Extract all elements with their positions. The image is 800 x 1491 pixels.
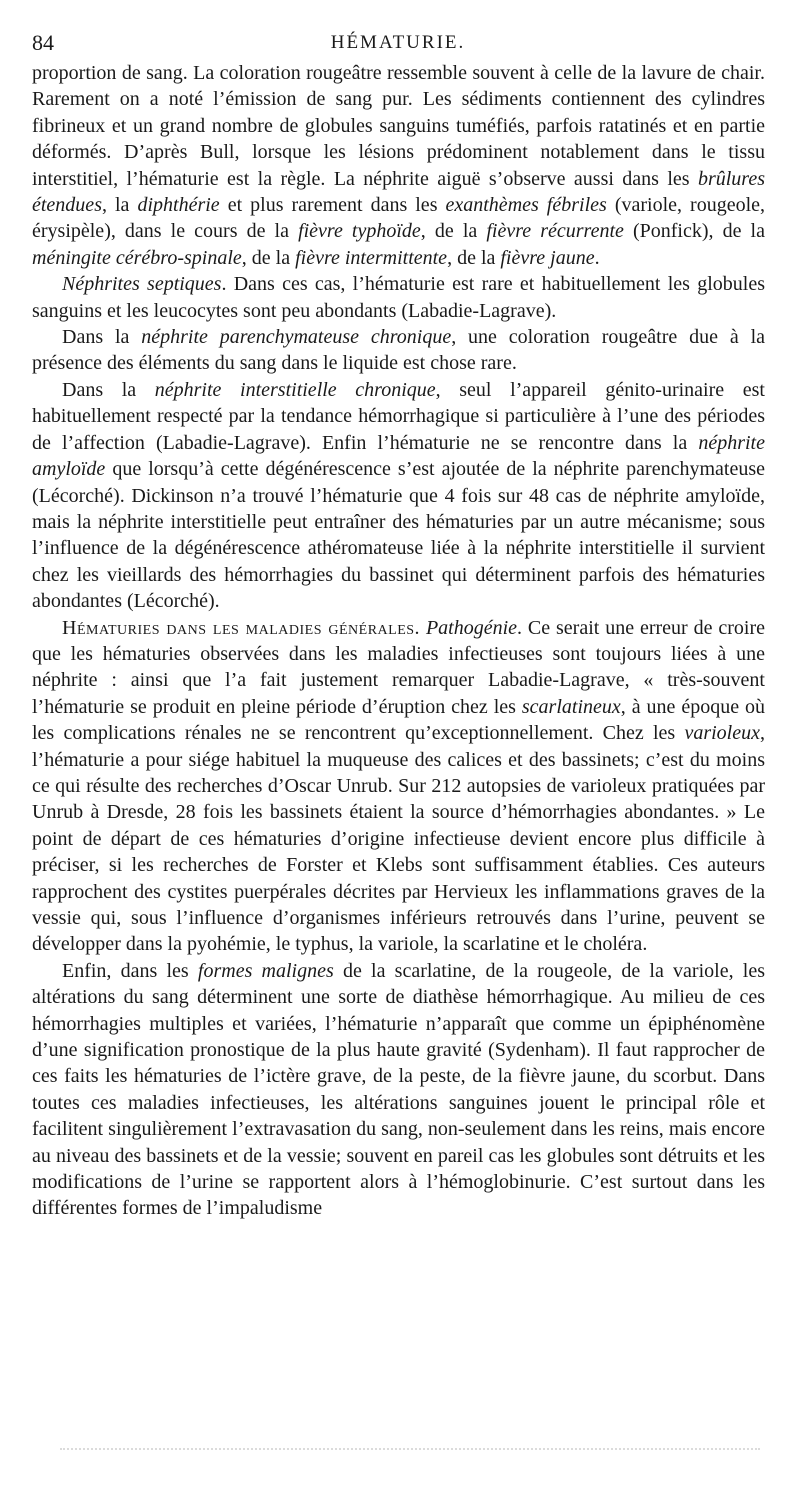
italic-run: scarlatineux: [521, 695, 621, 718]
italic-run: brûlures étendues: [32, 167, 765, 217]
text-run: et plus rarement dans les: [219, 194, 446, 217]
text-run: , de la: [447, 246, 501, 269]
italic-run: Pathogénie: [425, 616, 518, 639]
text-run: . Ce serait une erreur de croire que les hématuries observées dans les maladies infectieuses sont toujours liées à une néphrite : ainsi que l’a fait justement remarquer Labadie-Lagrave, « très-souvent l’hématurie se produit en pleine période d’éruption chez les: [32, 616, 765, 718]
text-run: , de la: [420, 220, 487, 243]
paragraph: [32, 271, 765, 324]
text-run: , l’hématurie a pour siége habituel la muqueuse des calices et des bassinets; c’est du moins ce qui résulte des recherches d’Oscar Unrub. Sur 212 autopsies de varioleux pratiquées par Unrub à Dresde, 28 fois les bassinets étaient la source d’hémorrhagies abondantes. » Le point de départ de ces hématuries d’origine infectieuse devient encore plus difficile à préciser, si les recherches de Forster et Klebs sont suffisamment établies. Ces auteurs rapprochent des cystites puerpérales décrites par Hervieux les inflammations graves de la vessie qui, sous l’influence d’organismes inférieurs retrouvés dans l’urine, peuvent se développer dans la pyohémie, le typhus, la variole, la scarlatine et le choléra.: [32, 722, 765, 956]
italic-run: fièvre intermittente: [295, 246, 448, 269]
bleed-through-line: [60, 1448, 760, 1452]
text-run: (variole, rougeole, érysipèle), dans le cours de la: [32, 194, 766, 243]
italic-run: néphrite parenchymateuse chronique: [141, 326, 452, 349]
italic-run: exanthèmes fébriles: [445, 194, 607, 217]
text-run: de la scarlatine, de la rougeole, de la variole, les altérations du sang déterminent une sorte de diathèse hémorrhagique. Au milieu de ces hémorrhagies multiples et variées, l’hématurie n’apparaît que comme un épiphénomène d’une signification pronostique de la plus haute gravité (Sydenham). Il faut rapprocher de ces faits les hématuries de l’ictère grave, de la peste, de la fièvre jaune, du scorbut. Dans toutes ces maladies infectieuses, les altérations sanguines jouent le principal rôle et facilitent singulièrement l’extravasation du sang, non-seulement dans les reins, mais encore au niveau des bassinets et de la vessie; souvent en pareil cas les globules sont détruits et les modifications de l’urine se rapportent alors à l’hémoglobinurie. C’est surtout dans les différentes formes de l’impaludisme: [32, 959, 765, 1220]
text-run: , à une époque où les complications rénales ne se rencontrent qu’exceptionnellement. Chez les: [32, 695, 766, 745]
running-head: HÉMATURIE.: [330, 32, 466, 53]
text-run: que lorsqu’à cette dégénérescence s’est ajoutée de la néphrite parenchymateuse (Lécorché). Dickinson n’a trouvé l’hématurie que 4 fois sur 48 cas de néphrite amyloïde, mais la néphrite interstitielle peut entraîner des hématuries par un autre mécanisme; sous l’influence de la dégénérescence athéromateuse liée à la néphrite interstitielle il survient chez les vieillards des hémorrhagies du bassinet qui déterminent parfois des hématuries abondantes (Lécorché).: [32, 458, 765, 613]
text-run: Enfin, dans les: [62, 959, 198, 982]
text-run: , seul l’appareil génito-urinaire est habituellement respecté par la tendance hémorrhagique si particulière à l’une des périodes de l’affection (Labadie-Lagrave). Enfin l’hématurie ne se rencontre dans la: [32, 378, 765, 454]
text-run: , la: [101, 194, 138, 217]
text-run: Dans la: [62, 326, 142, 349]
text-run: , de la: [241, 246, 296, 269]
italic-run: néphrite interstitielle chronique: [154, 378, 436, 401]
text-run: , une coloration rougeâtre due à la présence des éléments du sang dans le liquide est chose rare.: [32, 326, 766, 375]
paragraph: [32, 615, 765, 958]
paragraph: [32, 60, 765, 271]
section-heading: Hématuries dans les maladies générales.: [62, 616, 421, 639]
italic-run: Néphrites septiques: [62, 273, 222, 296]
page-number: 84: [32, 30, 54, 55]
italic-run: méningite cérébro-spinale: [32, 246, 242, 269]
text-run: (Ponfick), de la: [623, 220, 765, 243]
text-run: proportion de sang. La coloration rougeâtre ressemble souvent à celle de la lavure de chair. Rarement on a noté l’émission de sang pur. Les sédiments contiennent des cylindres fibrineux et un grand nombre de globules sanguins tuméfiés, parfois ratatinés et en partie déformés. D’après Bull, lorsque les lésions prédominent notablement dans le tissu interstitiel, l’hématurie est la règle. La néphrite aiguë s’observe aussi dans les: [32, 62, 765, 190]
italic-run: diphthérie: [137, 194, 220, 217]
text-run: .: [594, 246, 600, 269]
paragraph: [32, 324, 765, 377]
italic-run: fièvre récurrente: [486, 220, 624, 243]
italic-run: néphrite amyloïde: [32, 431, 765, 481]
page-header: [32, 30, 764, 58]
body-text: [32, 60, 765, 1222]
text-run: . Dans ces cas, l’hématurie est rare et habituellement les globules sanguins et les leucocytes sont peu abondants (Labadie-Lagrave).: [32, 273, 765, 322]
text-run: Dans la: [62, 378, 155, 401]
italic-run: fièvre typhoïde: [298, 220, 421, 243]
italic-run: formes malignes: [197, 959, 334, 982]
italic-run: fièvre jaune: [500, 246, 595, 269]
paragraph: [32, 377, 765, 615]
italic-run: varioleux: [684, 722, 760, 745]
paragraph: [32, 958, 765, 1222]
